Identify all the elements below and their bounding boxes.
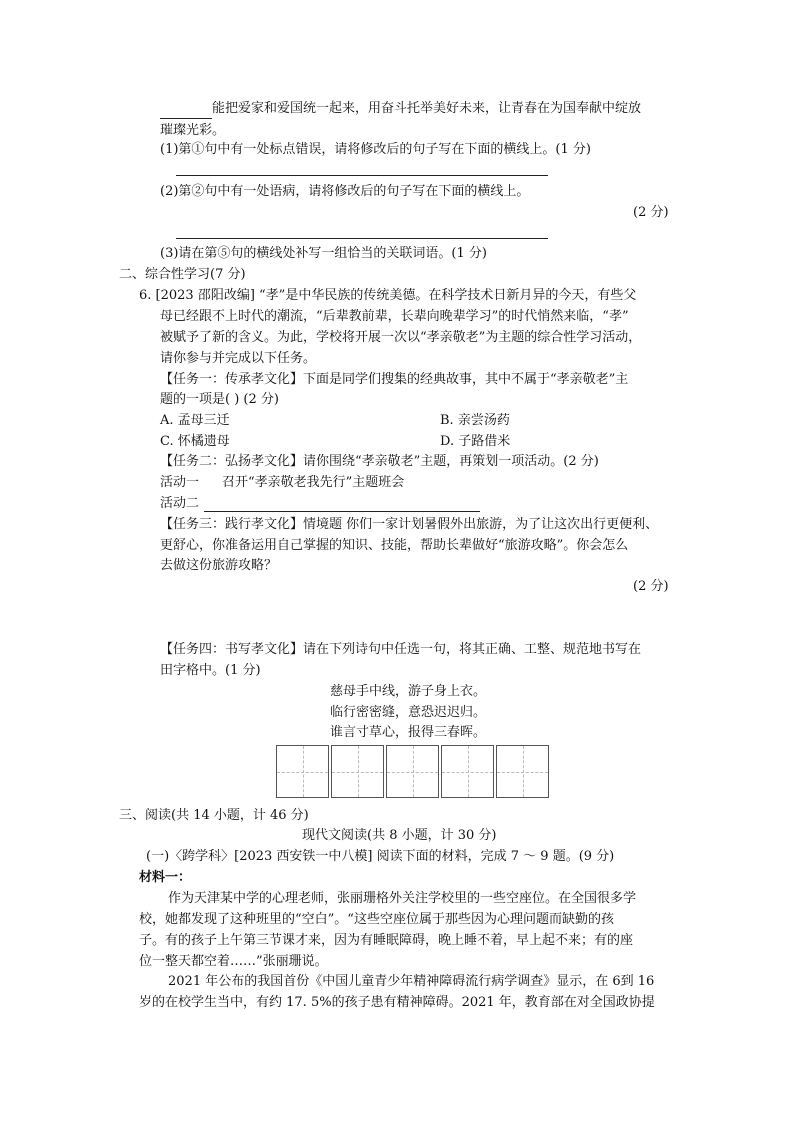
- task3-score: (2 分): [633, 579, 669, 594]
- grid-cell[interactable]: [496, 745, 549, 798]
- para1-line4: 位一整天都空着……”张丽珊说。: [139, 954, 328, 969]
- grid-cell[interactable]: [276, 745, 329, 798]
- answer-line-1[interactable]: [176, 175, 548, 176]
- activity1-text: 召开“孝亲敬老我先行”主题班会: [222, 475, 405, 490]
- task4-line1: 【任务四：书写孝文化】请在下列诗句中任选一句，将其正确、工整、规范地书写在: [160, 642, 642, 657]
- task3-line2: 更舒心，你准备运用自己掌握的知识、技能，帮助长辈做好“旅游攻略”。你会怎么: [160, 538, 629, 553]
- poem-line-2: 临行密密缝，意恐迟迟归。: [330, 705, 487, 720]
- option-c[interactable]: C. 怀橘遗母: [160, 434, 230, 449]
- q5-line1: 能把爱家和爱国统一起来，用奋斗托举美好未来，让青春在为国奉献中绽放: [160, 99, 641, 119]
- q6-line3: 被赋予了新的含义。为此，学校将开展一次以“孝亲敬老”为主题的综合性学习活动，: [160, 330, 642, 345]
- q5-sub2: (2)第②句中有一处语病，请将修改后的句子写在下面的横线上。: [160, 184, 530, 199]
- q6-line4: 请你参与并完成以下任务。: [160, 351, 317, 366]
- q5-sub3: (3)请在第⑤句的横线处补写一组恰当的关联词语。(1 分): [160, 246, 487, 261]
- q5-sub2-score: (2 分): [633, 205, 669, 220]
- grid-cell[interactable]: [441, 745, 494, 798]
- task1-line1: 【任务一：传承孝文化】下面是同学们搜集的经典故事，其中不属于“孝亲敬老”主: [160, 372, 629, 387]
- poem-line-1: 慈母手中线，游子身上衣。: [330, 684, 487, 699]
- poem-line-3: 谁言寸草心，报得三春晖。: [330, 725, 487, 740]
- answer-line-2[interactable]: [176, 238, 548, 239]
- option-a[interactable]: A. 孟母三迁: [160, 413, 230, 428]
- task3-line1: 【任务三：践行孝文化】情境题 你们一家计划暑假外出旅游，为了让这次出行更便利、: [160, 517, 659, 532]
- task3-line3: 去做这份旅游攻略？: [160, 558, 278, 573]
- para2-line1: 2021 年公布的我国首份《中国儿童青少年精神障碍流行病学调查》显示，在 6到 16: [168, 974, 655, 989]
- activity2-label: 活动二: [160, 496, 200, 511]
- activity1-label: 活动一: [160, 475, 200, 490]
- q6-line2: 母已经跟不上时代的潮流，“后辈教前辈，长辈向晚辈学习”的时代悄然来临，“孝”: [160, 309, 629, 324]
- part1-heading: (一)〈跨学科〉[2023 西安铁一中八模] 阅读下面的材料，完成 7 ～ 9 题。(9 分): [146, 849, 615, 864]
- answer-blank[interactable]: [160, 118, 212, 119]
- para2-line2: 岁的在校学生当中，有约 17. 5%的孩子患有精神障碍。2021 年，教育部在对全国政协提: [139, 995, 655, 1010]
- activity2-answer-line[interactable]: [204, 511, 480, 512]
- section3-heading: 三、阅读(共 14 小题，计 46 分): [119, 808, 309, 823]
- material-label: 材料一：: [139, 870, 192, 885]
- task4-line2: 田字格中。(1 分): [160, 663, 261, 678]
- grid-cell[interactable]: [331, 745, 384, 798]
- q5-sub1: (1)第①句中有一处标点错误，请将修改后的句子写在下面的横线上。(1 分): [160, 142, 591, 157]
- section2-heading: 二、综合性学习(7 分): [119, 267, 246, 282]
- option-d[interactable]: D. 子路借米: [440, 434, 511, 449]
- para1-line2: 校，她都发现了这种班里的“空白”。“这些空座位属于那些因为心理问题而缺勤的孩: [139, 912, 614, 927]
- q6-line1: 6. [2023 邵阳改编] “孝”是中华民族的传统美德。在科学技术日新月异的今天，有些父: [139, 288, 637, 303]
- para1-line3: 子。有的孩子上午第三节课才来，因为有睡眠障碍，晚上睡不着，早上起不来；有的座: [139, 933, 634, 948]
- task2-line: 【任务二：弘扬孝文化】请你围绕“孝亲敬老”主题，再策划一项活动。(2 分): [160, 454, 599, 469]
- task1-line2: 题的一项是( ) (2 分): [160, 392, 279, 407]
- option-b[interactable]: B. 亲尝汤药: [440, 413, 510, 428]
- tianzi-grid: [276, 745, 551, 798]
- para1-line1: 作为天津某中学的心理老师，张丽珊格外关注学校里的一些空座位。在全国很多学: [168, 891, 637, 906]
- section3-subheading: 现代文阅读(共 8 小题，计 30 分): [302, 828, 497, 843]
- q5-line2: 璀璨光彩。: [160, 123, 226, 138]
- grid-cell[interactable]: [386, 745, 439, 798]
